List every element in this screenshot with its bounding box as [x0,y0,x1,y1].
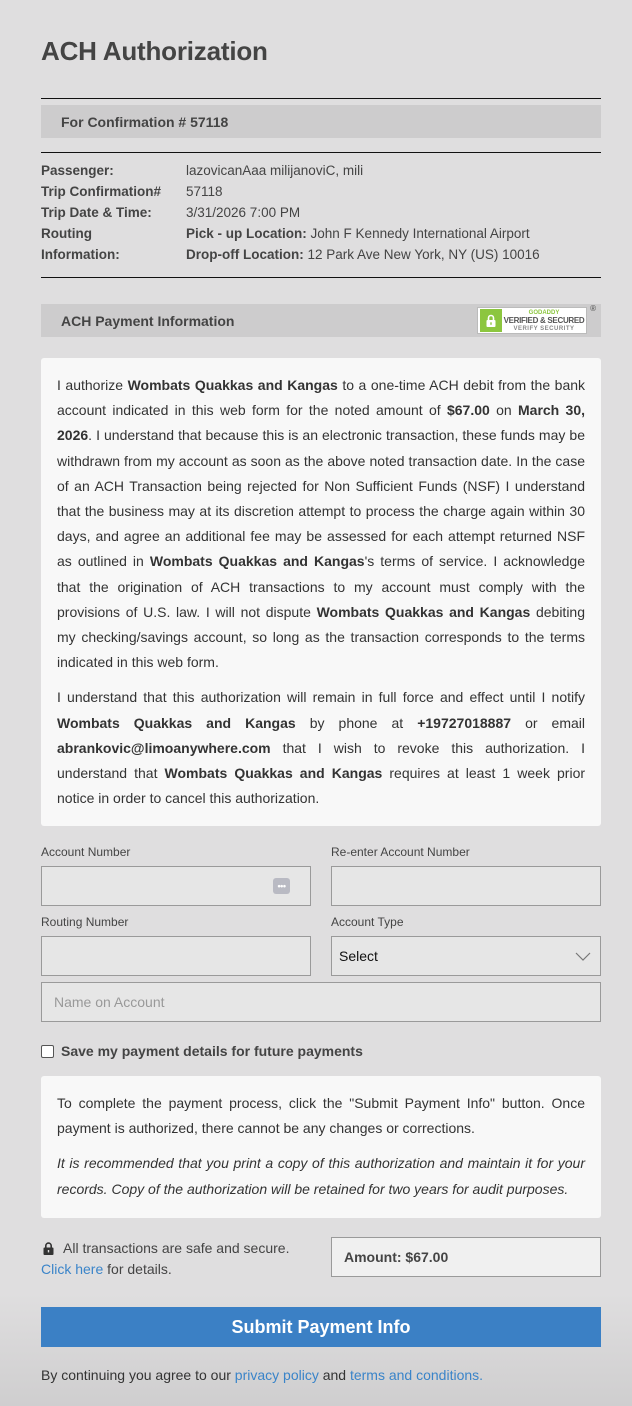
dropoff-value: 12 Park Ave New York, NY (US) 10016 [307,247,540,262]
amount-label: Amount: $67.00 [344,1249,449,1265]
pickup-location [186,223,530,244]
account-number-label: Account Number [41,845,131,859]
terms-conditions-link[interactable]: terms and conditions. [349,1367,484,1383]
badge-text [502,309,586,333]
amount-display [331,1237,601,1277]
company-email: abrankovic@limoanywhere.com [57,739,271,756]
chevron-down-icon [574,947,592,965]
routing-number-label: Routing Number [41,915,129,929]
divider [41,152,601,153]
notice-paragraph: To complete the payment process, click the "Submit Payment Info" button. Once payment is authorized, there cannot be any changes or corrections. [57,1095,585,1137]
passenger-name: lazovicanAaa milijanoviC, mili [186,163,364,178]
trip-row-pickup [41,223,540,244]
badge-brand: GODADDY [528,309,560,316]
privacy-policy-link[interactable]: privacy policy [234,1367,319,1383]
security-note [41,1238,289,1280]
security-details-suffix: for details. [103,1261,172,1277]
badge-verified: VERIFIED & SECURED [503,315,585,325]
trip-label: Trip Date & Time: [41,205,152,220]
dropoff-label: Drop-off Location: [186,247,304,262]
account-number-input[interactable] [42,867,310,905]
company-name: Wombats Quakkas and Kangas [316,603,531,620]
company-phone: +19727018887 [417,714,512,731]
trip-row-dropoff [41,244,540,265]
debit-date: March 30, 2026 [57,402,585,444]
dropoff-location [186,244,540,265]
account-type-label: Account Type [331,915,404,929]
trip-row-passenger [41,160,540,181]
page-title: ACH Authorization [41,36,268,66]
authorization-paragraph-1: I authorize Wombats Quakkas and Kangas to a one-time ACH debit from the bank account indicated in this web form for the noted amount of $67.00 on March 30, 2026. I understand that because this is an electronic transaction, these funds may be withdrawn from my account as soon as the above noted transaction date. In the case of an ACH Transaction being rejected for Non Sufficient Funds (NSF) I understand that the business may at its discretion attempt to process the charge again within 30 days, and agree an additional fee may be assessed for each attempt returned NSF as outlined in Wombats Quakkas and Kangas's terms of service. I acknowledge that the origination of ACH transactions to my account must comply with the provisions of U.S. law. I will not dispute Wombats Quakkas and Kangas debiting my checking/savings account, so long as the transaction corresponds to the terms indicated in this web form. [57,377,586,671]
name-on-account-field[interactable] [41,982,601,1022]
shield-lock-icon [480,309,502,332]
save-details-label[interactable]: Save my payment details for future payments [61,1043,363,1059]
trip-label: Passenger: [41,163,114,178]
account-type-selected: Select [339,948,378,964]
reenter-account-number-field[interactable] [331,866,601,906]
footer-prefix: By continuing you agree to our [41,1367,235,1383]
notice-recommendation: It is recommended that you print a copy of this authorization and maintain it for your records. Copy of the authorization will be retained for two years for audit purposes. [57,1155,585,1197]
submission-notice [41,1076,601,1218]
authorized-amount: $67.00 [446,402,490,419]
divider [41,98,601,99]
reenter-account-number-label: Re-enter Account Number [331,845,470,859]
lock-icon [43,1242,54,1255]
trip-label: Routing [41,226,92,241]
footer-and: and [318,1367,350,1383]
name-on-account-input[interactable] [42,983,600,1021]
payment-info-bar [41,304,601,337]
trip-row-confirmation [41,181,540,202]
security-text: All transactions are safe and secure. [63,1240,290,1256]
submit-payment-button[interactable]: Submit Payment Info [41,1307,601,1347]
security-details-link[interactable]: Click here [41,1261,104,1277]
account-type-select[interactable] [331,936,601,976]
trip-datetime: 3/31/2026 7:00 PM [186,205,301,220]
footer-agreement [41,1367,483,1383]
company-name: Wombats Quakkas and Kangas [127,377,338,393]
confirmation-number: 57118 [186,184,223,199]
routing-number-input[interactable] [42,937,310,975]
pickup-value: John F Kennedy International Airport [310,226,530,241]
password-manager-icon[interactable]: ••• [273,878,290,894]
routing-number-field[interactable] [41,936,311,976]
trip-row-datetime [41,202,540,223]
save-details-option[interactable] [41,1043,363,1059]
authorization-paragraph-2: I understand that this authorization will remain in full force and effect until I notify Wombats Quakkas and Kangas by phone at +19727018887 or email abrankovic@limoanywhere.com that I wish to revoke this authorization. I understand that Wombats Quakkas and Kangas requires at least 1 week prior notice in order to cancel this authorization. [57,689,586,807]
authorization-terms [41,358,601,826]
divider [41,277,601,278]
trip-label: Trip Confirmation# [41,184,162,199]
confirmation-label: For Confirmation # 57118 [61,113,229,130]
reenter-account-number-input[interactable] [332,867,600,905]
pickup-label: Pick - up Location: [186,226,307,241]
trip-label: Information: [41,247,120,262]
badge-verify-security: VERIFY SECURITY [513,325,575,332]
registered-icon: ® [590,304,596,313]
payment-info-label: ACH Payment Information [61,312,235,329]
company-name: Wombats Quakkas and Kangas [57,714,296,731]
trip-details [41,160,540,265]
confirmation-bar [41,105,601,138]
company-name: Wombats Quakkas and Kangas [149,553,365,570]
account-number-field[interactable] [41,866,311,906]
company-name: Wombats Quakkas and Kangas [164,765,383,782]
save-details-checkbox[interactable] [41,1045,54,1058]
godaddy-verified-badge[interactable] [477,304,596,334]
